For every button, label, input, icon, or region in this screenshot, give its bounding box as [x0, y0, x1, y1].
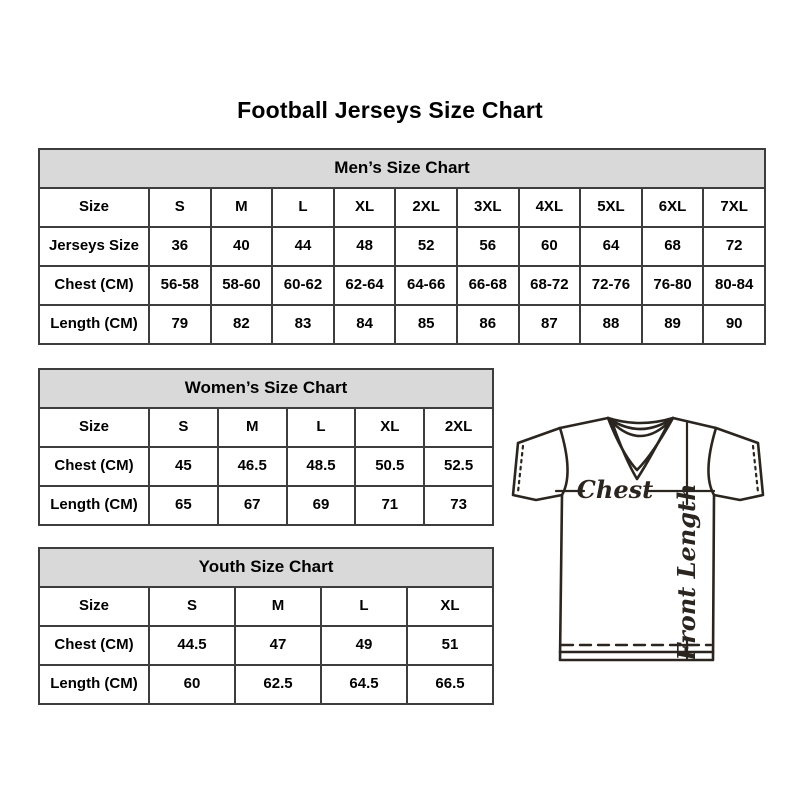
value-cell: 83 [272, 305, 334, 344]
value-cell: 40 [211, 227, 273, 266]
column-header-cell: 4XL [519, 188, 581, 227]
value-cell: 80-84 [703, 266, 765, 305]
table-row [39, 305, 765, 344]
value-cell: 73 [424, 486, 493, 525]
value-cell: 52.5 [424, 447, 493, 486]
value-cell: 44.5 [149, 626, 235, 665]
value-cell: 60 [149, 665, 235, 704]
right-cuff-stitch [753, 446, 758, 492]
column-header-cell: 2XL [395, 188, 457, 227]
jersey-drawing [513, 418, 763, 660]
value-cell: 90 [703, 305, 765, 344]
value-cell: 86 [457, 305, 519, 344]
value-cell: 76-80 [642, 266, 704, 305]
table-row [39, 626, 493, 665]
value-cell: 68-72 [519, 266, 581, 305]
table-row [39, 266, 765, 305]
column-header-cell: 2XL [424, 408, 493, 447]
size-header-cell: Size [39, 408, 149, 447]
value-cell: 69 [287, 486, 356, 525]
value-cell: 65 [149, 486, 218, 525]
table-row [39, 447, 493, 486]
value-cell: 68 [642, 227, 704, 266]
table-title: Youth Size Chart [39, 548, 493, 587]
column-header-cell: L [321, 587, 407, 626]
size-header-cell: Size [39, 587, 149, 626]
value-cell: 36 [149, 227, 211, 266]
column-header-cell: M [218, 408, 287, 447]
column-header-cell: 3XL [457, 188, 519, 227]
value-cell: 47 [235, 626, 321, 665]
value-cell: 71 [355, 486, 424, 525]
column-header-cell: M [211, 188, 273, 227]
value-cell: 72-76 [580, 266, 642, 305]
value-cell: 58-60 [211, 266, 273, 305]
mens-size-table [38, 148, 766, 345]
row-label-cell: Length (CM) [39, 665, 149, 704]
value-cell: 56 [457, 227, 519, 266]
left-sleeve-seam [560, 428, 568, 495]
row-label-cell: Chest (CM) [39, 266, 149, 305]
column-header-cell: S [149, 408, 218, 447]
table-title: Women’s Size Chart [39, 369, 493, 408]
value-cell: 66.5 [407, 665, 493, 704]
value-cell: 62-64 [334, 266, 396, 305]
value-cell: 89 [642, 305, 704, 344]
value-cell: 48.5 [287, 447, 356, 486]
table-row [39, 227, 765, 266]
value-cell: 60 [519, 227, 581, 266]
table-row [39, 188, 765, 227]
table-title: Men’s Size Chart [39, 149, 765, 188]
jersey-measurement-diagram [498, 402, 778, 674]
value-cell: 51 [407, 626, 493, 665]
page-title: Football Jerseys Size Chart [237, 97, 543, 123]
table-row [39, 408, 493, 447]
value-cell: 64.5 [321, 665, 407, 704]
value-cell: 48 [334, 227, 396, 266]
column-header-cell: L [287, 408, 356, 447]
table-row [39, 665, 493, 704]
womens-size-table [38, 368, 494, 526]
column-header-cell: 5XL [580, 188, 642, 227]
value-cell: 49 [321, 626, 407, 665]
value-cell: 67 [218, 486, 287, 525]
youth-size-table [38, 547, 494, 705]
table-row [39, 587, 493, 626]
table-row [39, 486, 493, 525]
value-cell: 82 [211, 305, 273, 344]
front-length-label: Front Length [672, 483, 701, 661]
jersey-outline [513, 418, 763, 660]
column-header-cell: 7XL [703, 188, 765, 227]
value-cell: 46.5 [218, 447, 287, 486]
value-cell: 44 [272, 227, 334, 266]
row-label-cell: Chest (CM) [39, 626, 149, 665]
value-cell: 56-58 [149, 266, 211, 305]
value-cell: 60-62 [272, 266, 334, 305]
chest-label: Chest [576, 475, 654, 504]
value-cell: 72 [703, 227, 765, 266]
column-header-cell: XL [407, 587, 493, 626]
column-header-cell: XL [355, 408, 424, 447]
right-sleeve-seam [708, 428, 716, 495]
value-cell: 87 [519, 305, 581, 344]
table-title-row [39, 548, 493, 587]
column-header-cell: S [149, 587, 235, 626]
value-cell: 85 [395, 305, 457, 344]
left-cuff-stitch [518, 446, 523, 492]
value-cell: 50.5 [355, 447, 424, 486]
column-header-cell: XL [334, 188, 396, 227]
table-title-row [39, 369, 493, 408]
column-header-cell: 6XL [642, 188, 704, 227]
value-cell: 52 [395, 227, 457, 266]
column-header-cell: M [235, 587, 321, 626]
value-cell: 66-68 [457, 266, 519, 305]
table-title-row [39, 149, 765, 188]
column-header-cell: S [149, 188, 211, 227]
value-cell: 84 [334, 305, 396, 344]
value-cell: 62.5 [235, 665, 321, 704]
value-cell: 45 [149, 447, 218, 486]
row-label-cell: Chest (CM) [39, 447, 149, 486]
value-cell: 88 [580, 305, 642, 344]
row-label-cell: Jerseys Size [39, 227, 149, 266]
column-header-cell: L [272, 188, 334, 227]
value-cell: 79 [149, 305, 211, 344]
row-label-cell: Length (CM) [39, 305, 149, 344]
value-cell: 64-66 [395, 266, 457, 305]
row-label-cell: Length (CM) [39, 486, 149, 525]
size-header-cell: Size [39, 188, 149, 227]
value-cell: 64 [580, 227, 642, 266]
